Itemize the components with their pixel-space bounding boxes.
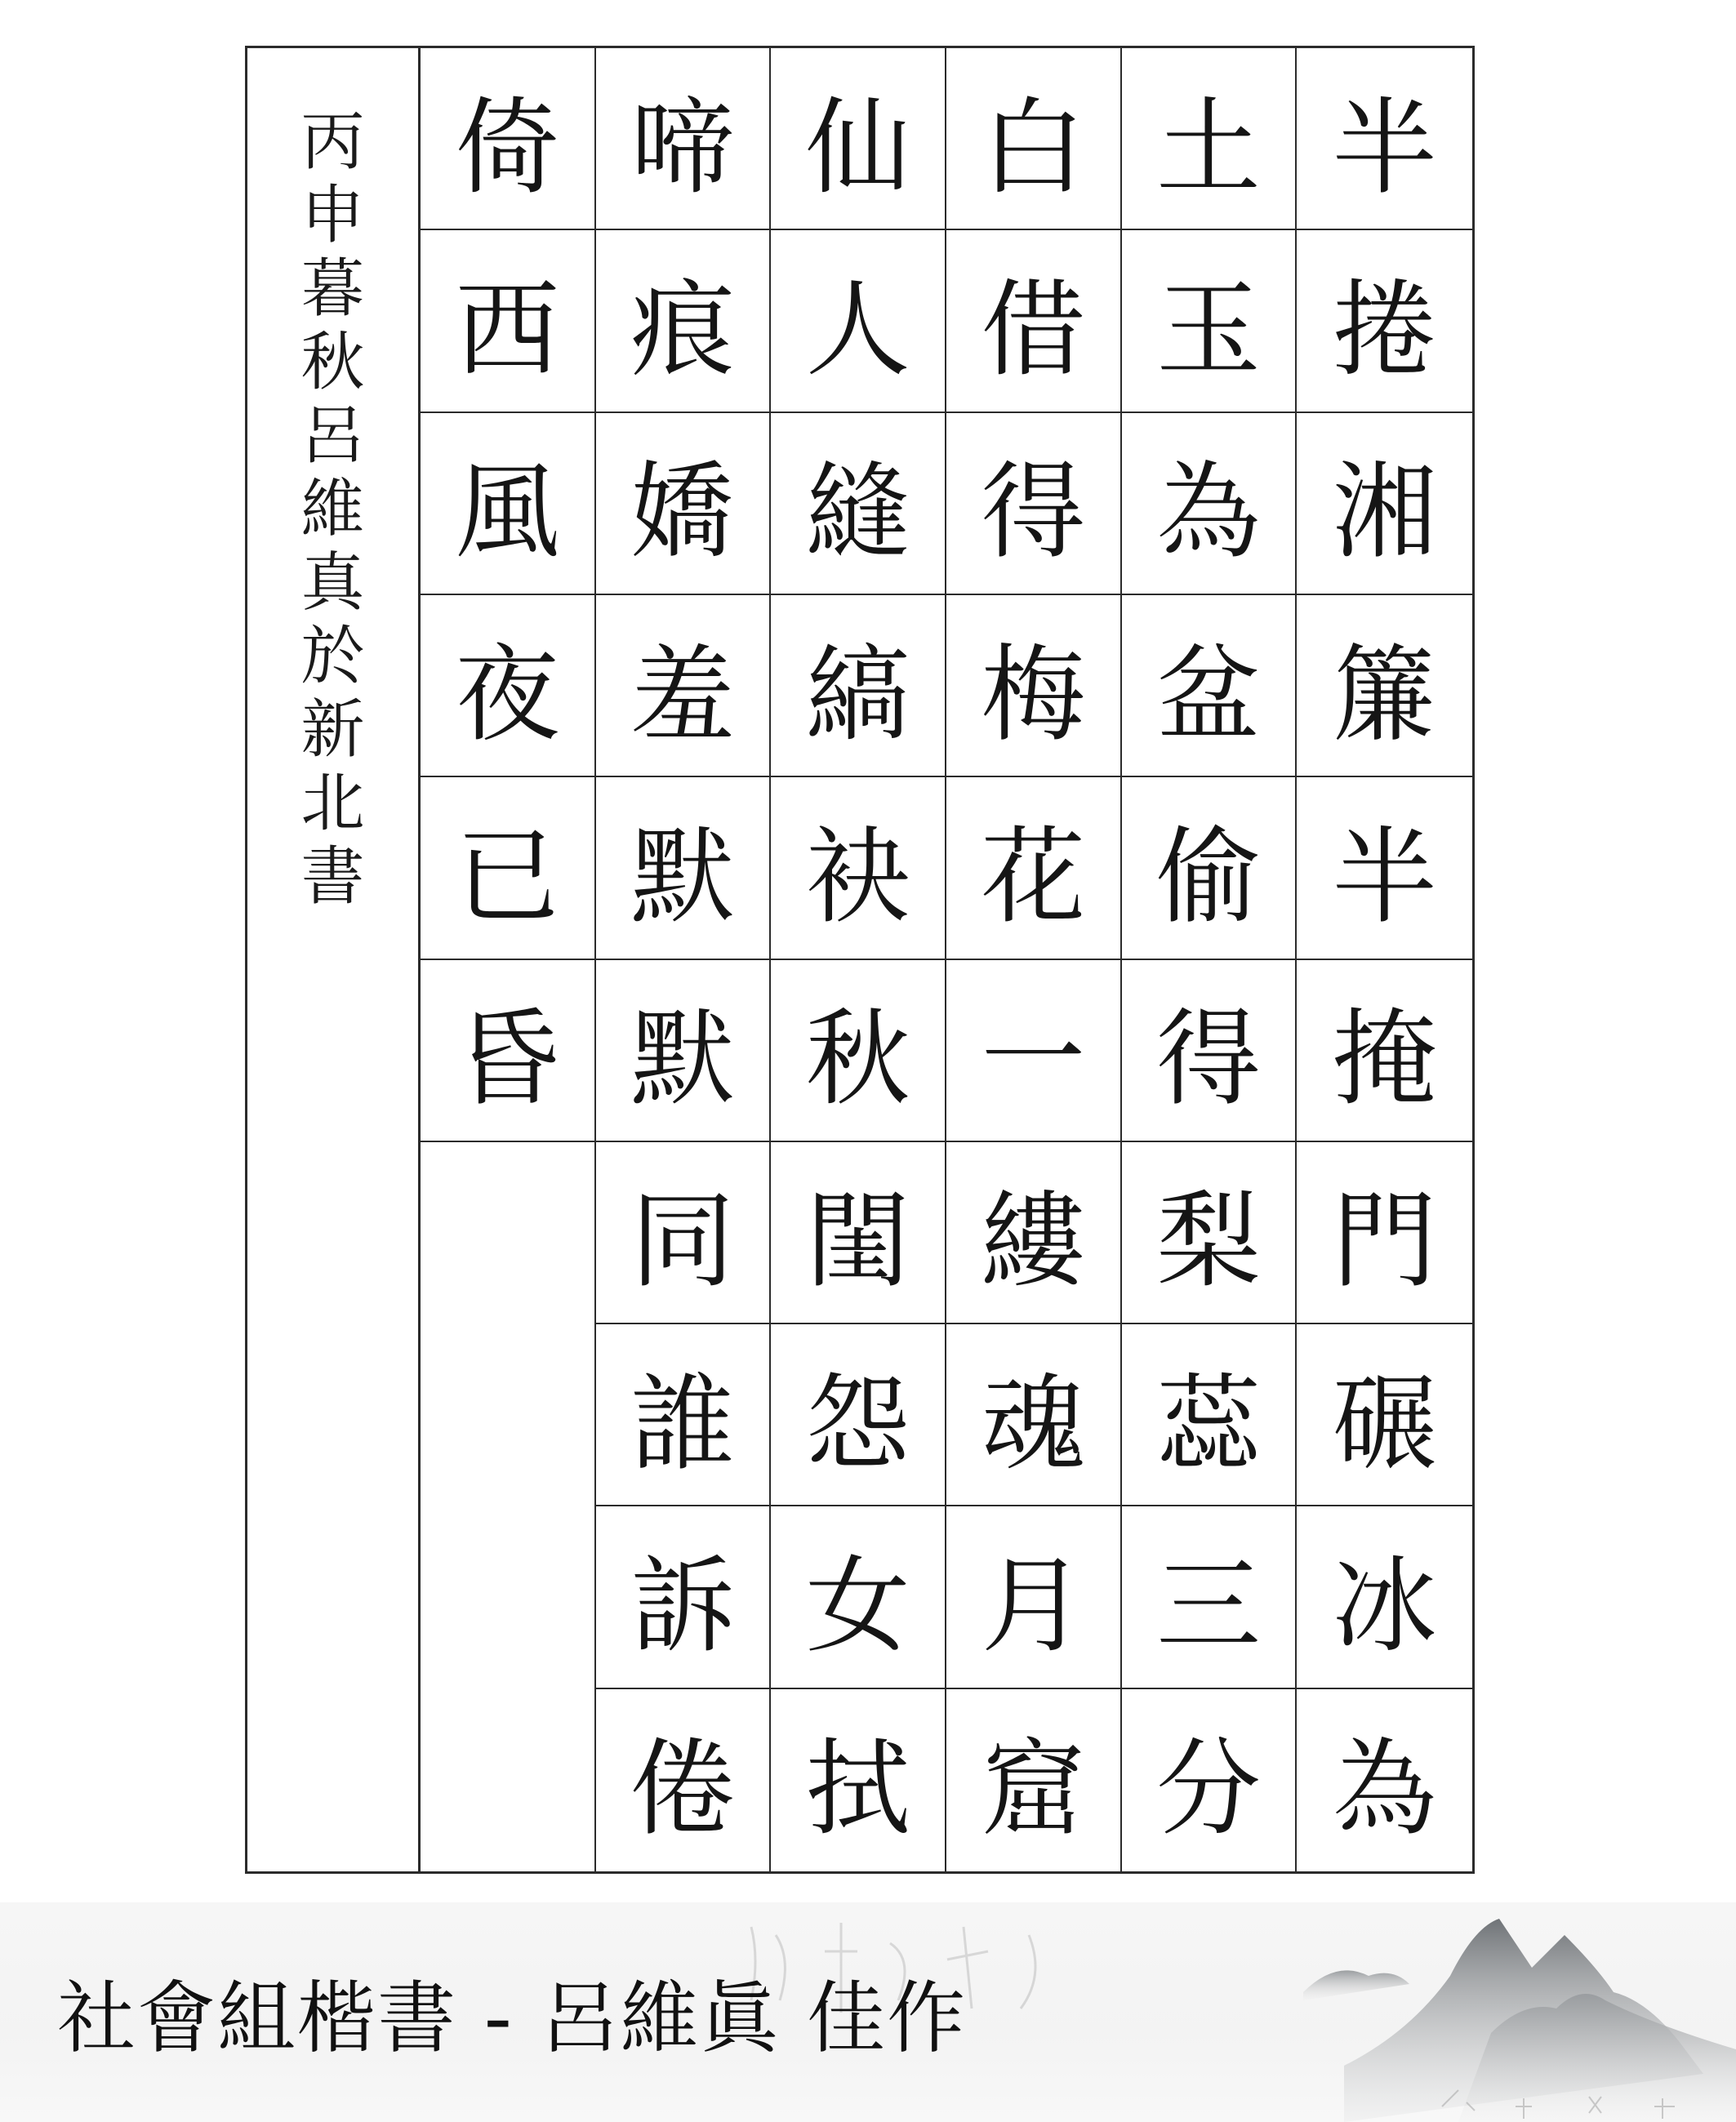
character-cell: 半 [1297,48,1472,230]
character-cell: 嬌 [596,413,772,595]
character-cell: 簾 [1297,595,1472,777]
footer-banner [0,1902,1736,2122]
signature-character: 丙 [300,105,365,179]
character-cell: 玉 [1122,230,1298,412]
character-cell: 白 [946,48,1122,230]
character-cell: 默 [596,777,772,959]
character-cell: 掩 [1297,960,1472,1142]
character-cell: 借 [946,230,1122,412]
character-cell: 梅 [946,595,1122,777]
character-cell: 夜 [421,595,596,777]
character-cell: 怨 [771,1324,946,1506]
character-cell: 倚 [421,48,596,230]
signature-character: 秋 [300,326,365,399]
character-cell: 冰 [1297,1506,1472,1688]
signature-character: 新 [300,693,365,767]
character-cell: 月 [946,1506,1122,1688]
signature-character: 申 [300,179,365,252]
character-cell: 三 [1122,1506,1298,1688]
character-cell: 一 [946,960,1122,1142]
character-cell: 窟 [946,1689,1122,1871]
character-cell: 縫 [771,413,946,595]
mountain-landscape-decoration [1279,1902,1736,2122]
calligraphy-sheet [245,46,1475,1874]
empty-cell [421,1324,596,1506]
signature-character: 呂 [300,399,365,473]
character-cell: 土 [1122,48,1298,230]
character-cell: 為 [1332,1728,1437,1851]
character-cell: 捲 [1297,230,1472,412]
character-cell: 湘 [1297,413,1472,595]
character-cell: 誰 [596,1324,772,1506]
character-cell: 蕊 [1122,1324,1298,1506]
character-cell: 昏 [421,960,596,1142]
character-cell: 啼 [596,48,772,230]
empty-cell [421,1506,596,1688]
signature-column [247,48,421,1871]
character-grid [421,48,1472,1871]
empty-cell [421,1689,596,1871]
signature-character: 書 [300,840,365,914]
character-cell: 得 [946,413,1122,595]
character-cell: 女 [771,1506,946,1688]
character-cell: 人 [771,230,946,412]
character-cell: 魂 [946,1324,1122,1506]
signature-inscription [247,105,418,914]
character-cell: 默 [596,960,772,1142]
character-cell: 花 [946,777,1122,959]
character-cell: 西 [421,230,596,412]
signature-character: 暮 [300,252,365,326]
empty-cell [421,1142,596,1324]
signature-character: 北 [300,767,365,840]
character-cell: 為 [1122,413,1298,595]
signature-character: 於 [300,620,365,693]
character-cell: 袂 [771,777,946,959]
character-cell: 風 [421,413,596,595]
character-cell: 縞 [771,595,946,777]
character-cell: 秋 [771,960,946,1142]
character-cell: 偷 [1122,777,1298,959]
character-cell: 碾 [1297,1324,1472,1506]
character-cell: 得 [1122,960,1298,1142]
character-cell: 倦 [596,1689,772,1871]
caption-title: 社會組楷書 - 呂維眞 佳作 [57,1973,968,2064]
character-cell: 同 [596,1142,772,1324]
character-cell: 門 [1297,1142,1472,1324]
character-cell: 已 [421,777,596,959]
character-cell: 分 [1122,1689,1298,1871]
character-cell: 閨 [771,1142,946,1324]
character-cell: 仙 [771,48,946,230]
character-cell: 盆 [1122,595,1298,777]
character-cell: 半 [1297,777,1472,959]
character-cell: 羞 [596,595,772,777]
signature-character: 維 [300,473,365,546]
signature-character: 真 [300,546,365,620]
character-cell: 訴 [596,1506,772,1688]
character-cell: 痕 [596,230,772,412]
character-cell: 縷 [946,1142,1122,1324]
character-cell: 拭 [771,1689,946,1871]
character-cell: 梨 [1122,1142,1298,1324]
